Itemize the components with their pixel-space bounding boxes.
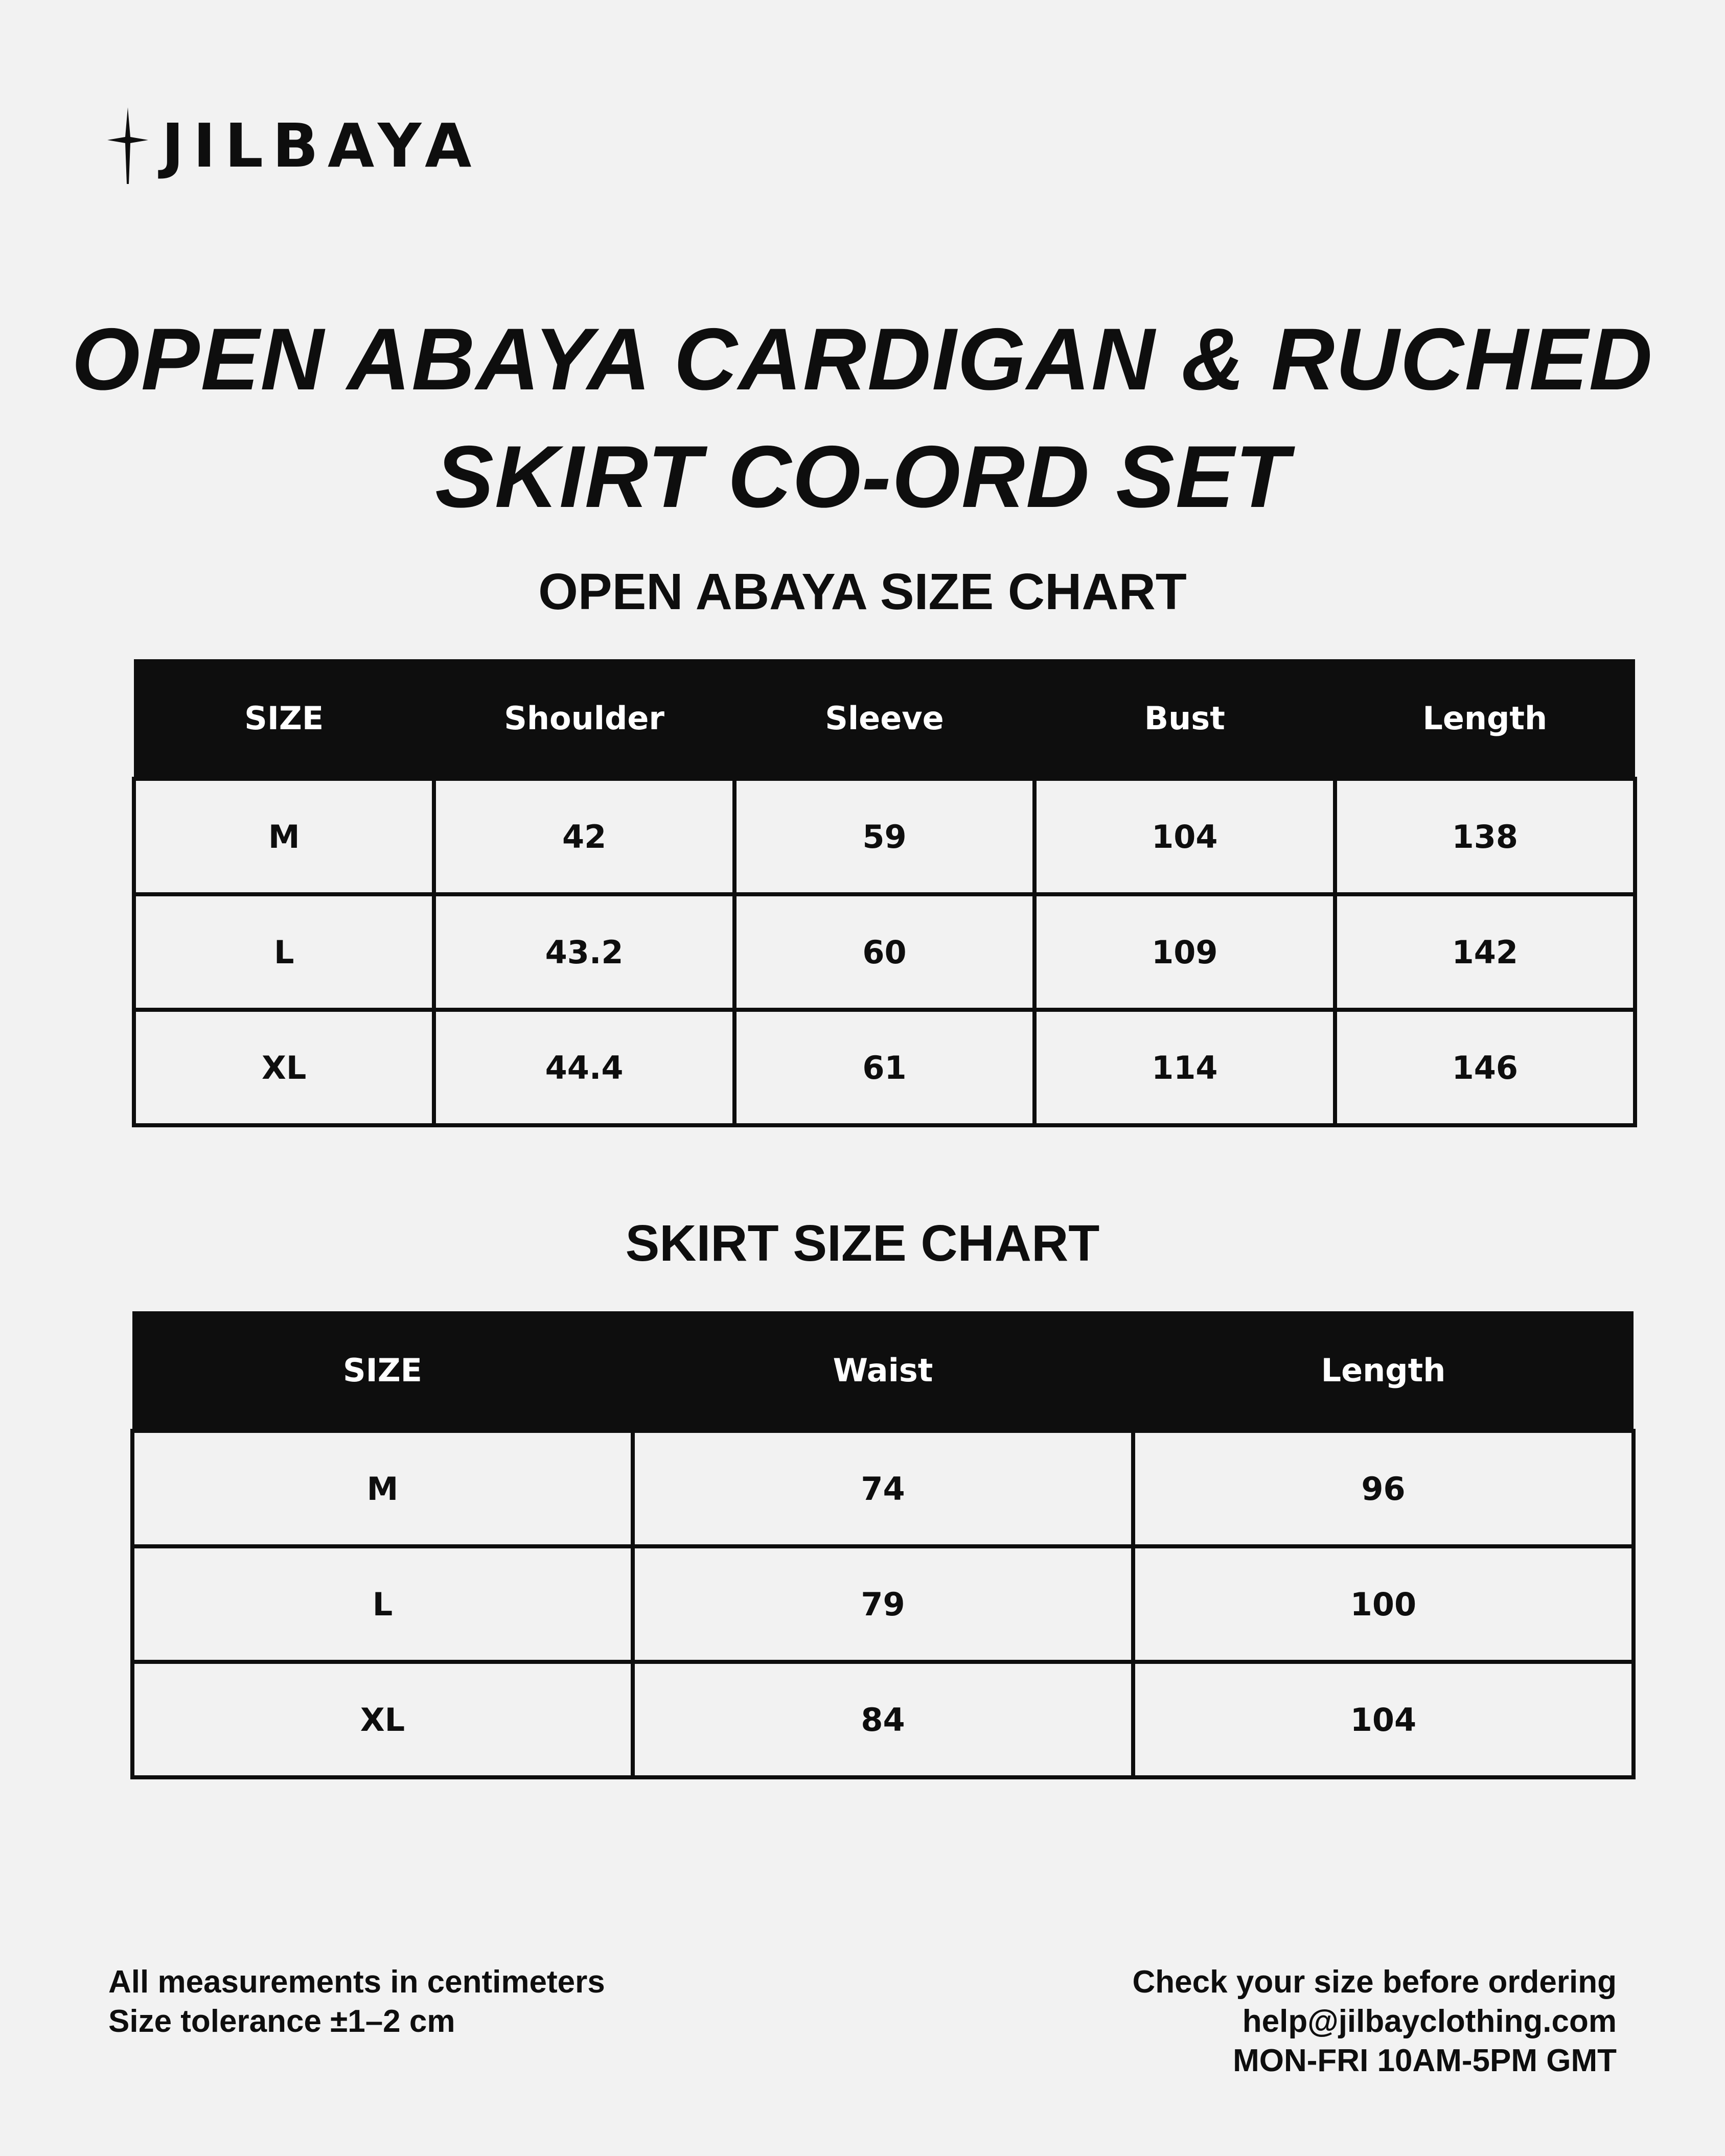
length-cell: 142 [1335,894,1635,1010]
skirt-size-table [130,1311,1636,1779]
waist-cell: 84 [633,1662,1133,1777]
bust-cell: 114 [1034,1010,1335,1125]
footer-contact [1133,1962,1617,2080]
size-cell: L [134,894,434,1010]
page-title [0,300,1725,536]
length-cell: 100 [1133,1546,1634,1662]
length-cell: 96 [1133,1431,1634,1546]
waist-cell: 74 [633,1431,1133,1546]
column-header-waist: Waist [633,1311,1133,1431]
size-cell: XL [134,1010,434,1125]
size-cell: XL [132,1662,633,1777]
column-header-shoulder: Shoulder [434,659,734,779]
length-cell: 104 [1133,1662,1634,1777]
table-row [132,1662,1634,1777]
column-header-size: SIZE [134,659,434,779]
brand-logo [107,107,480,184]
length-cell: 146 [1335,1010,1635,1125]
table-row [134,894,1635,1010]
abaya-size-table [132,659,1637,1127]
sleeve-cell: 61 [734,1010,1034,1125]
size-check-note: Check your size before ordering [1132,1964,1617,2000]
four-point-star-icon [107,107,148,184]
sleeve-cell: 60 [734,894,1034,1010]
page-title-line-1: OPEN ABAYA CARDIGAN & RUCHED [72,310,1653,408]
table-row [134,779,1635,894]
column-header-length: Length [1335,659,1635,779]
abaya-chart-heading: OPEN ABAYA SIZE CHART [538,563,1187,620]
size-cell: M [132,1431,633,1546]
bust-cell: 109 [1034,894,1335,1010]
measurement-unit-note: All measurements in centimeters [108,1964,605,2000]
column-header-size: SIZE [132,1311,633,1431]
page-title-line-2: SKIRT CO-ORD SET [435,428,1290,526]
sleeve-cell: 59 [734,779,1034,894]
shoulder-cell: 43.2 [434,894,734,1010]
table-header-row [132,1311,1634,1431]
support-email: help@jilbayclothing.com [1242,2004,1617,2039]
support-hours: MON-FRI 10AM-5PM GMT [1233,2043,1617,2078]
size-tolerance-note: Size tolerance ±1–2 cm [108,2004,455,2039]
column-header-length: Length [1133,1311,1634,1431]
shoulder-cell: 42 [434,779,734,894]
size-cell: M [134,779,434,894]
size-cell: L [132,1546,633,1662]
table-row [132,1546,1634,1662]
length-cell: 138 [1335,779,1635,894]
skirt-chart-heading: SKIRT SIZE CHART [625,1215,1100,1272]
table-row [132,1431,1634,1546]
waist-cell: 79 [633,1546,1133,1662]
column-header-sleeve: Sleeve [734,659,1034,779]
footer-notes [108,1962,605,2041]
brand-name: JILBAYA [162,110,481,181]
shoulder-cell: 44.4 [434,1010,734,1125]
column-header-bust: Bust [1034,659,1335,779]
table-header-row [134,659,1635,779]
bust-cell: 104 [1034,779,1335,894]
table-row [134,1010,1635,1125]
